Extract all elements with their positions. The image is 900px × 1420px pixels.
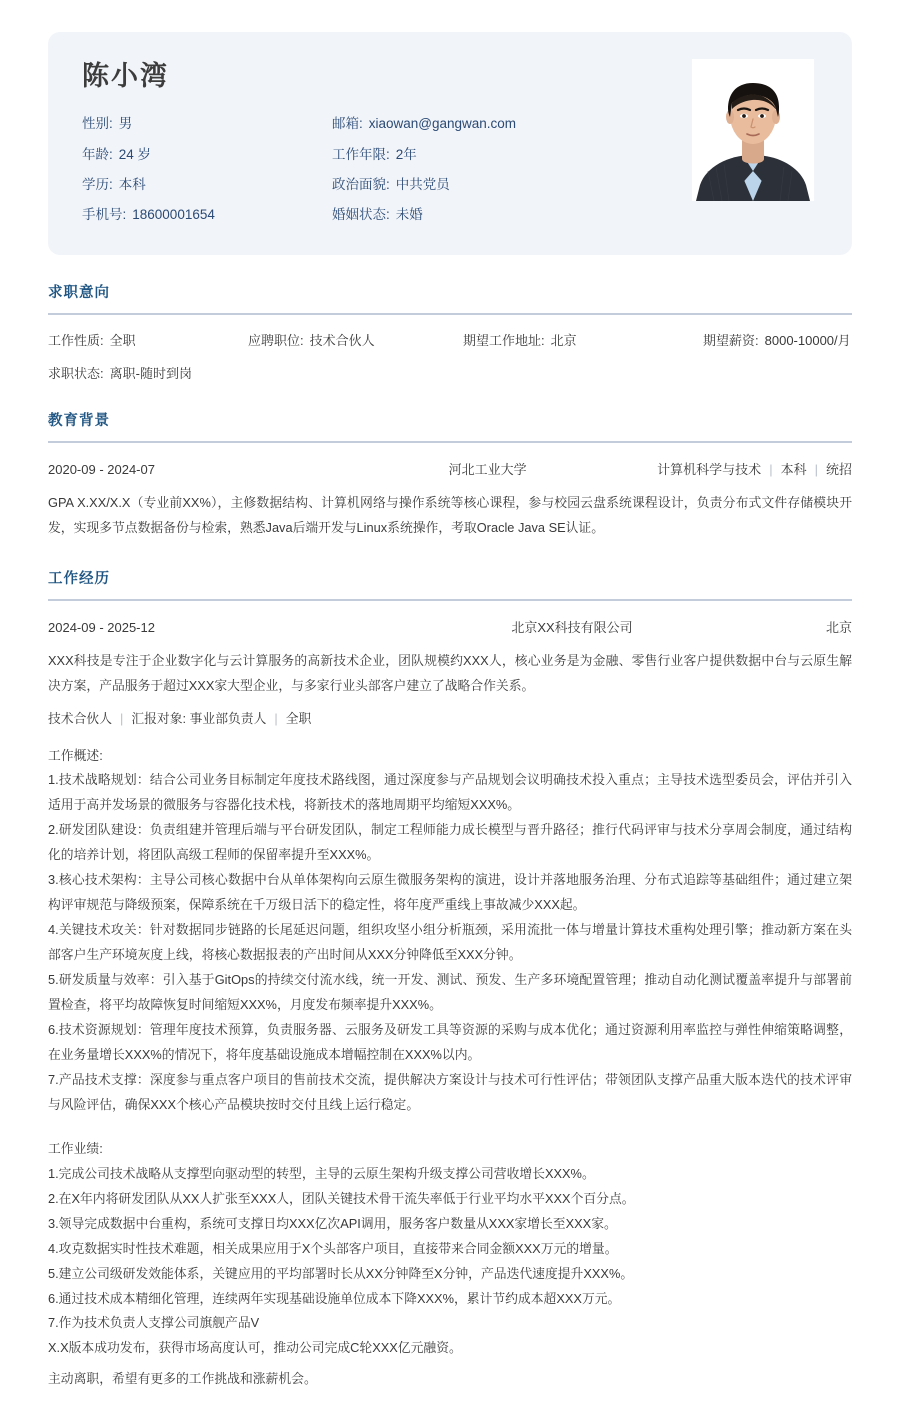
intent-row2-spacer-2 [463,364,703,384]
list-item: 2.在X年内将研发团队从XX人扩张至XXX人，团队关键技术骨干流失率低于行业平均水平XXX个百分点。 [48,1190,635,1206]
paragraph-spacer [48,1118,852,1137]
education-entry-head [48,459,852,478]
info-work-years-value: 2年 [395,146,417,162]
intent-status [48,364,248,384]
intent-salary [703,331,852,351]
education-degree: 本科 [780,462,807,478]
section-divider [48,599,852,601]
info-work-years [332,145,682,165]
info-marital-status [332,205,682,225]
info-age-value: 24 岁 [118,146,152,162]
info-phone-label: 手机号: [82,207,127,223]
intent-status-value: 离职-随时到岗 [109,365,192,381]
info-work-years-label: 工作年限: [332,146,390,162]
info-political-status [332,175,682,195]
info-email-label: 邮箱: [332,116,363,132]
work-date: 2024-09 - 2025-12 [48,620,155,636]
list-item: 3.核心技术架构：主导公司核心数据中台从单体架构向云原生微服务架构的演进，设计并落地服务治理、分布式追踪等基础组件；通过建立架构评审规范与降级预案，保障系统在千万级日活下的稳定性，将年度严重线上事故减少XXX起。 [48,872,852,913]
education-description: GPA X.XX/X.X（专业前XX%），主修数据结构、计算机网络与操作系统等核心课程，参与校园云盘系统课程设计，负责分布式文件存储模块开发，实现多节点数据备份与检索，熟悉Java后端开发与Linux系统操作，考取Oracle Java SE认证。 [48,495,852,536]
info-age [82,145,332,165]
work-company-intro: XXX科技是专注于企业数字化与云计算服务的高新技术企业，团队规模约XXX人，核心业务是为金融、零售行业客户提供数据中台与云原生解决方案，产品服务于超过XXX家大型企业，与多家行业头部客户建立了战略合作关系。 [48,653,852,694]
list-item: 1.完成公司技术战略从支撑型向驱动型的转型，主导的云原生架构升级支撑公司营收增长XXX%。 [48,1165,595,1181]
info-education-level [82,175,332,195]
info-education-level-value: 本科 [118,176,146,192]
section-education [48,409,852,541]
education-entry [48,459,852,541]
meta-separator-icon: | [769,462,773,478]
meta-separator-icon: | [119,711,124,727]
list-item: 6.通过技术成本精细化管理，连续两年实现基础设施单位成本下降XXX%，累计节约成本超XXX万元。 [48,1290,621,1306]
info-email [332,114,682,134]
intent-job-type [48,331,248,351]
work-position-row [48,707,852,731]
list-item: 5.建立公司级研发效能体系，关键应用的平均部署时长从XX分钟降至X分钟，产品迭代速度提升XXX%。 [48,1265,634,1281]
info-marital-status-value: 未婚 [395,207,423,223]
intent-location [463,331,703,351]
education-school: 河北工业大学 [448,462,527,478]
info-gender-value: 男 [118,116,133,132]
work-closing-note: 主动离职，希望有更多的工作挑战和涨薪机会。 [48,1371,317,1387]
education-meta [657,459,852,478]
work-position: 技术合伙人 [48,711,112,727]
section-title-work-experience: 工作经历 [48,571,110,588]
list-item: 4.关键技术攻关：针对数据同步链路的长尾延迟问题，组织攻坚小组分析瓶颈，采用流批一体与增量计算技术重构处理引擎；推动新方案在头部客户生产环境灰度上线，将核心数据报表的产出时间从XXX分钟降低至XXX分钟。 [48,922,852,963]
intent-position [248,331,463,351]
list-item: 1.技术战略规划：结合公司业务目标制定年度技术路线图，通过深度参与产品规划会议明确技术投入重点；主导技术选型委员会，评估并引入适用于高并发场景的微服务与容器化技术栈，将新技术的落地周期平均缩短XXX%。 [48,772,852,813]
section-job-intention [48,281,852,383]
info-political-status-label: 政治面貌: [332,176,390,192]
intent-job-type-value: 全职 [109,333,136,349]
intent-salary-label: 期望薪资: [703,333,759,349]
info-political-status-value: 中共党员 [395,176,450,192]
section-work-experience [48,567,852,1392]
list-item: 2.研发团队建设：负责组建并管理后端与平台研发团队，制定工程师能力成长模型与晋升路径；推行代码评审与技术分享周会制度，通过结构化的培养计划，将团队高级工程师的保留率提升至XXX%。 [48,822,852,863]
job-intention-row-2 [48,364,852,384]
section-title-job-intention: 求职意向 [48,285,110,302]
info-email-value: xiaowan@gangwan.com [368,116,517,132]
work-company: 北京XX科技有限公司 [511,620,633,636]
section-title-education: 教育背景 [48,413,110,430]
list-item: 6.技术资源规划：管理年度技术预算，负责服务器、云服务及研发工具等资源的采购与成本优化；通过资源利用率监控与弹性伸缩策略调整，在业务量增长XXX%的情况下，将年度基础设施成本增幅控制在XXX%以内。 [48,1022,852,1062]
education-admission: 统招 [825,462,852,478]
info-gender-label: 性别: [82,116,113,132]
education-major: 计算机科学与技术 [657,462,762,478]
work-overview-list [48,768,852,1117]
work-entry [48,617,852,1392]
list-item: X.X版本成功发布，获得市场高度认可，推动公司完成C轮XXX亿元融资。 [48,1340,462,1356]
info-education-level-label: 学历: [82,176,113,192]
work-achievement-list [48,1162,852,1362]
info-age-label: 年龄: [82,146,113,162]
list-item: 7.作为技术负责人支撑公司旗舰产品V [48,1315,260,1331]
intent-location-label: 期望工作地址: [463,333,545,349]
meta-separator-icon: | [274,711,278,727]
intent-location-value: 北京 [550,333,577,349]
info-phone [82,205,332,225]
info-marital-status-label: 婚姻状态: [332,207,390,223]
intent-job-type-label: 工作性质: [48,333,104,349]
intent-salary-value: 8000-10000/月 [764,333,851,349]
work-achievement-title: 工作业绩: [48,1140,103,1156]
job-intention-row-1 [48,331,852,351]
intent-status-label: 求职状态: [48,365,104,381]
intent-row2-spacer-3 [703,364,852,384]
work-location: 北京 [825,620,852,636]
work-job-type: 全职 [285,711,312,727]
education-date: 2020-09 - 2024-07 [48,462,155,478]
meta-separator-icon: | [814,462,818,478]
section-divider [48,441,852,443]
profile-header-card [48,32,852,255]
avatar [692,59,814,201]
work-report-to: 汇报对象: 事业部负责人 [131,711,267,727]
info-gender [82,114,332,134]
info-phone-value: 18600001654 [132,207,215,223]
work-entry-head [48,617,852,636]
section-divider [48,313,852,315]
list-item: 7.产品技术支撑：深度参与重点客户项目的售前技术交流，提供解决方案设计与技术可行性评估；带领团队支撑产品重大版本迭代的技术评审与风险评估，确保XXX个核心产品模块按时交付且线上运行稳定。 [48,1071,852,1112]
list-item: 4.攻克数据实时性技术难题，相关成果应用于X个头部客户项目，直接带来合同金额XXX万元的增量。 [48,1240,618,1256]
list-item: 5.研发质量与效率：引入基于GitOps的持续交付流水线，统一开发、测试、预发、生产多环境配置管理；推动自动化测试覆盖率提升与部署前置检查，将平均故障恢复时间缩短XXX%，月度发布频率提升XXX%。 [48,972,852,1013]
list-item: 3.领导完成数据中台重构，系统可支撑日均XXX亿次API调用，服务客户数量从XXX家增长至XXX家。 [48,1215,617,1231]
intent-row2-spacer-1 [248,364,463,384]
portrait-photo-icon [692,59,814,201]
intent-position-value: 技术合伙人 [309,333,375,349]
intent-position-label: 应聘职位: [248,333,304,349]
work-overview-title: 工作概述: [48,747,103,763]
basic-info-grid [82,114,682,225]
page-title: 陈小湾 [82,61,169,91]
